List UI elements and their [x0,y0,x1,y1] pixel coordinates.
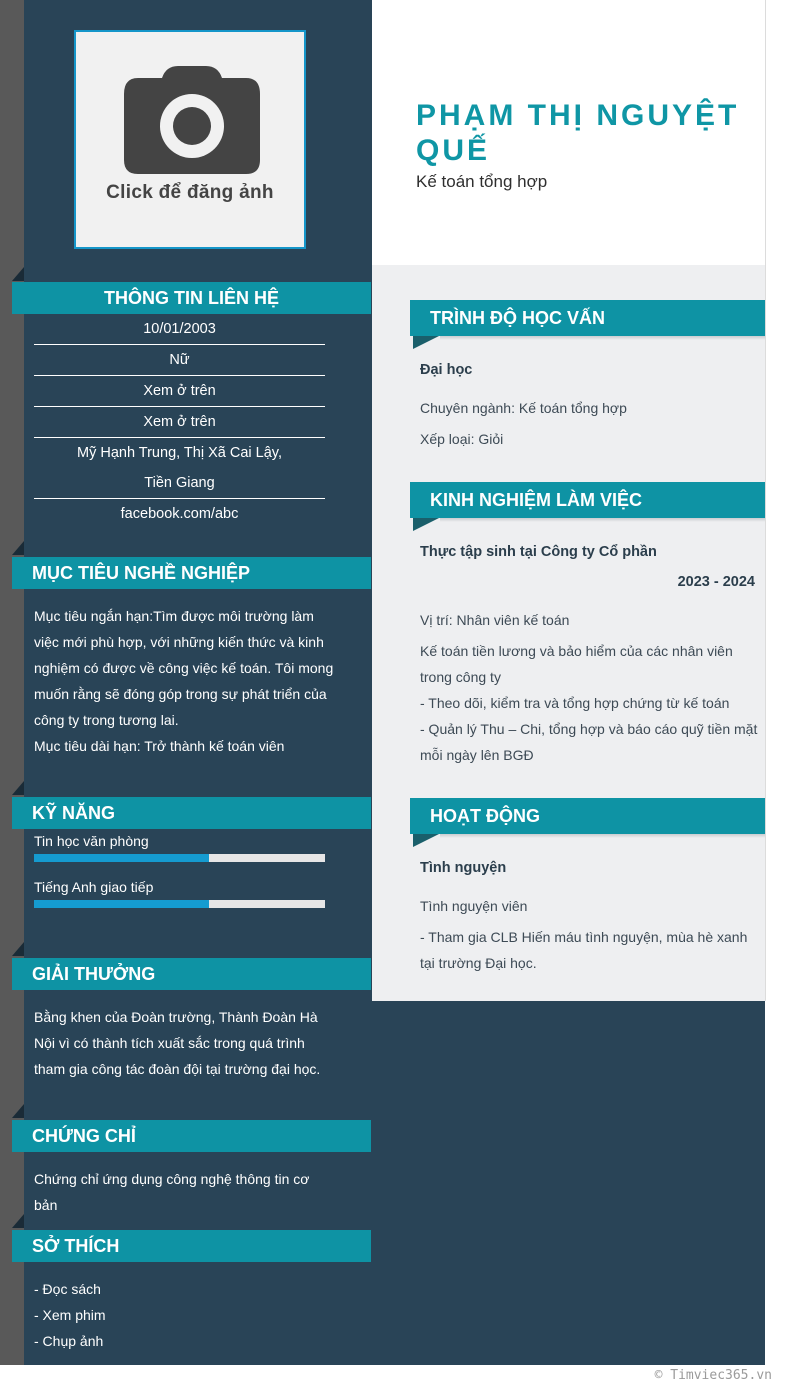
hobbies-list [34,1276,334,1354]
heading-fold [12,942,24,956]
experience-line: - Quản lý Thu – Chi, tổng hợp và báo cáo quỹ tiền mặt mỗi ngày lên BGĐ [420,721,758,763]
education-major: Chuyên ngành: Kế toán tổng hợp [420,400,627,416]
awards-heading: GIẢI THƯỞNG [12,958,371,990]
objective-short-term: Mục tiêu ngắn hạn:Tìm được môi trường làm việc mới phù hợp, với những kiến thức và kinh nghiệm có được về công việc kế toán. Tôi mong muốn rằng sẽ đóng góp trong sự phát triển của công ty trong tương lai. [34,608,334,728]
contact-gender: Nữ [34,345,325,376]
skill-label: Tiếng Anh giao tiếp [34,879,154,895]
candidate-name: PHẠM THỊ NGUYỆT QUẾ [416,99,740,167]
activity-detail: - Tham gia CLB Hiến máu tình nguyện, mùa hè xanh tại trường Đại học. [420,929,748,971]
contact-address-line2: Tiền Giang [144,475,215,491]
activity-title: Tình nguyện [420,860,507,876]
heading-fold [413,834,439,847]
objective-long-term: Mục tiêu dài hạn: Trở thành kế toán viên [34,738,285,754]
heading-fold [12,1214,24,1228]
left-strip [0,0,24,1365]
experience-line: Kế toán tiền lương và bảo hiểm của các nhân viên trong công ty [420,643,733,685]
hobby-item: - Đọc sách [34,1281,101,1297]
activity-role: Tình nguyện viên [420,898,528,914]
experience-title: Thực tập sinh tại Công ty Cổ phần [420,544,657,560]
heading-fold [12,1104,24,1118]
heading-fold [12,541,24,555]
contact-phone: Xem ở trên [34,376,325,407]
education-level: Đại học [420,362,473,378]
hobby-item: - Chụp ảnh [34,1333,104,1349]
experience-period: 2023 - 2024 [677,574,755,590]
experience-description [420,638,760,768]
education-grade: Xếp loại: Giỏi [420,431,504,447]
objective-heading: MỤC TIÊU NGHỀ NGHIỆP [12,557,371,589]
contact-list [34,314,325,529]
photo-upload-label: Click để đăng ảnh [106,182,274,203]
contact-address [34,438,325,499]
contact-facebook: facebook.com/abc [120,506,239,522]
photo-upload[interactable] [74,30,306,249]
hobbies-heading: SỞ THÍCH [12,1230,371,1262]
contact-birthdate: 10/01/2003 [34,314,325,345]
skill-bar-fill [34,900,209,908]
heading-shadow [440,336,765,340]
camera-icon [122,64,262,176]
certificates-text: Chứng chỉ ứng dụng công nghệ thông tin cơ bản [34,1171,310,1213]
contact-address-line1: Mỹ Hạnh Trung, Thị Xã Cai Lậy, [77,445,282,461]
watermark: © Timviec365.vn [654,1368,772,1383]
heading-fold [12,267,24,281]
experience-line: - Theo dõi, kiểm tra và tổng hợp chứng từ kế toán [420,695,730,711]
heading-fold [413,336,439,349]
job-title: Kế toán tổng hợp [416,172,548,191]
activities-heading: HOẠT ĐỘNG [410,798,765,834]
heading-shadow [440,518,765,522]
skill-bar-track [34,900,325,908]
heading-fold [413,518,439,531]
awards-text: Bằng khen của Đoàn trường, Thành Đoàn Hà Nội vì có thành tích xuất sắc trong quá trình tham gia công tác đoàn đội tại trường đại học. [34,1009,321,1077]
heading-fold [12,781,24,795]
panel-edge [765,0,766,1001]
experience-heading: KINH NGHIỆM LÀM VIỆC [410,482,765,518]
skill-bar-fill [34,854,209,862]
skill-label: Tin học văn phòng [34,833,149,849]
skills-heading: KỸ NĂNG [12,797,371,829]
education-heading: TRÌNH ĐỘ HỌC VẤN [410,300,765,336]
contact-heading: THÔNG TIN LIÊN HỆ [12,282,371,314]
skill-bar-track [34,854,325,862]
hobby-item: - Xem phim [34,1307,106,1323]
heading-shadow [440,834,765,838]
certificates-heading: CHỨNG CHỈ [12,1120,371,1152]
experience-position: Vị trí: Nhân viên kế toán [420,612,570,628]
contact-email: Xem ở trên [34,407,325,438]
